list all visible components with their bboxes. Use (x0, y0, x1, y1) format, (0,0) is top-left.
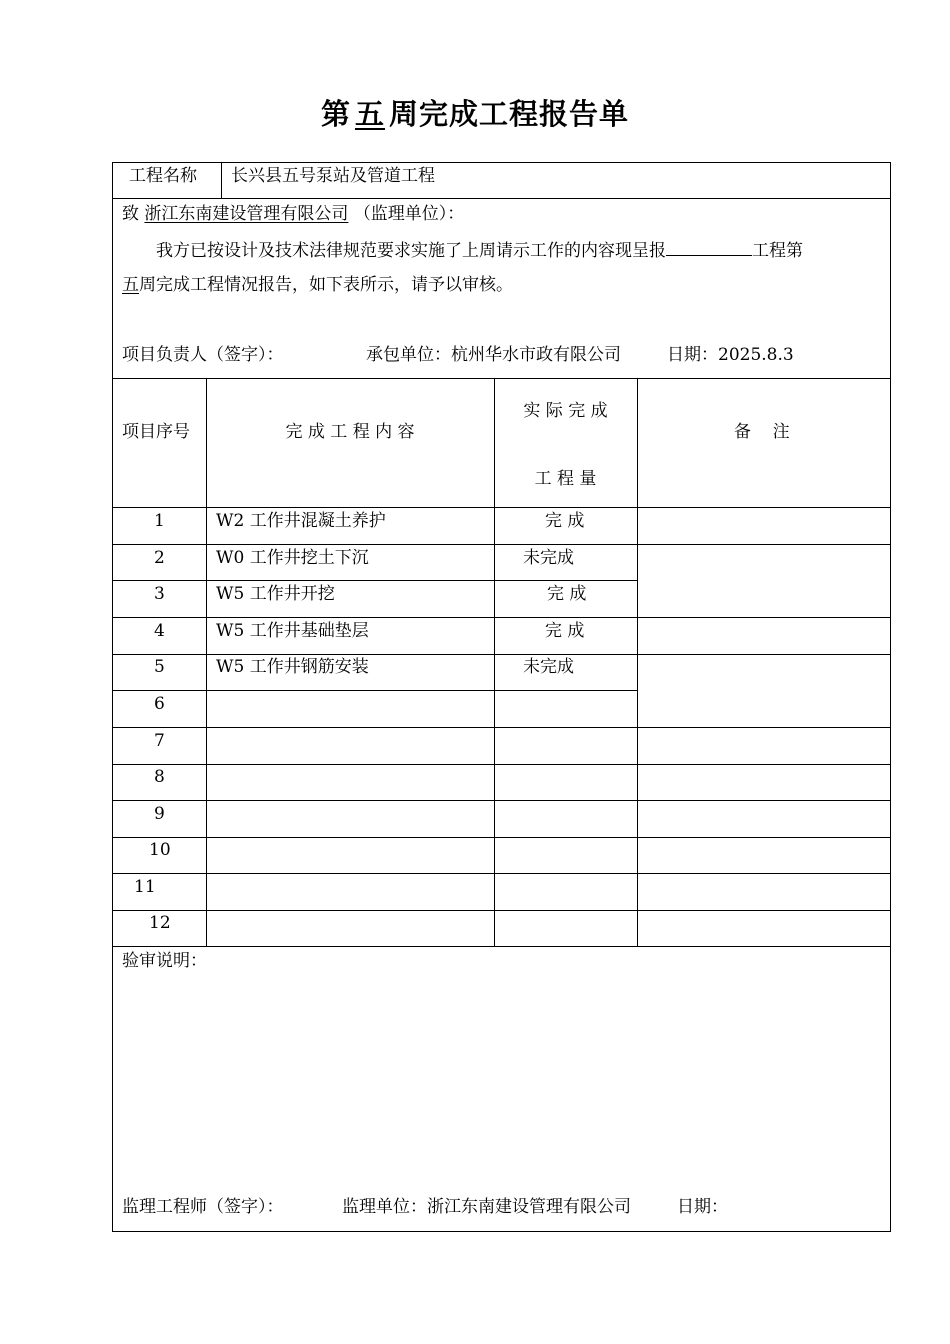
header-qty-line-2: 工 程 量 (534, 469, 597, 489)
row-content: W5 工作井开挖 (216, 584, 335, 604)
row-border-11 (112, 910, 891, 911)
row-seq: 7 (154, 731, 165, 751)
body-line-2-rest: 周完成工程情况报告，如下表所示，请予以审核。 (139, 275, 513, 295)
row-qty: 未完成 (523, 548, 574, 568)
row-border-4 (112, 654, 891, 655)
row-content: W0 工作井挖土下沉 (216, 548, 369, 568)
row-border-8 (112, 800, 891, 801)
body-week-number: 五 (122, 275, 139, 295)
body-line-2 (122, 275, 513, 295)
row-seq: 12 (149, 913, 171, 933)
row-seq: 1 (154, 511, 165, 531)
row-seq: 2 (154, 548, 165, 568)
project-blank-field (666, 238, 752, 256)
review-label: 验审说明： (122, 951, 207, 971)
header-qty-line-1: 实 际 完 成 (523, 401, 608, 421)
body-line-1 (156, 238, 803, 261)
row-border-2 (112, 580, 637, 581)
supervisor-unit-label: 监理单位：浙江东南建设管理有限公司 (342, 1197, 631, 1217)
row-border-1 (112, 544, 891, 545)
row-content: W2 工作井混凝土养护 (216, 511, 386, 531)
row-border-6 (112, 727, 891, 728)
col-divider-content (494, 378, 495, 947)
contractor-unit-label: 承包单位：杭州华水市政有限公司 (366, 345, 621, 365)
row-seq: 3 (154, 584, 165, 604)
table-bottom-border (112, 946, 891, 947)
row-content: W5 工作井钢筋安装 (216, 657, 369, 677)
row-qty: 未完成 (523, 657, 574, 677)
row-qty: 完 成 (545, 511, 585, 531)
title-week-number: 五 (354, 97, 385, 131)
header-seq: 项目序号 (122, 422, 190, 442)
row-content: W5 工作井基础垫层 (216, 621, 369, 641)
project-name-divider (221, 162, 222, 198)
address-line (122, 204, 464, 224)
address-suffix: （监理单位）： (353, 204, 465, 224)
row-seq: 6 (154, 694, 165, 714)
row-border-9 (112, 837, 891, 838)
project-row-bottom-border (112, 198, 891, 199)
title-suffix: 周完成工程报告单 (389, 97, 630, 131)
row-qty: 完 成 (545, 621, 585, 641)
row-seq: 11 (134, 877, 156, 897)
project-manager-signature-label: 项目负责人（签字）： (122, 345, 284, 365)
header-remark: 备 注 (734, 422, 790, 442)
contractor-date-label: 日期：2025.8.3 (667, 345, 794, 365)
row-seq: 4 (154, 621, 165, 641)
body-line-1-end: 工程第 (752, 241, 803, 261)
supervisor-date-label: 日期： (677, 1197, 728, 1217)
row-border-header (112, 507, 891, 508)
supervisor-engineer-signature-label: 监理工程师（签字）： (122, 1197, 284, 1217)
row-seq: 8 (154, 767, 165, 787)
table-top-border (112, 378, 891, 379)
body-line-1-text: 我方已按设计及技术法律规范要求实施了上周请示工作的内容现呈报 (156, 241, 666, 261)
row-seq: 10 (149, 840, 171, 860)
header-content: 完 成 工 程 内 容 (285, 422, 415, 442)
address-to-prefix: 致 (122, 204, 139, 224)
title-prefix: 第 (320, 97, 351, 131)
row-seq: 5 (154, 657, 165, 677)
report-form (112, 162, 891, 1232)
project-name-label: 工程名称 (129, 166, 197, 186)
supervisor-unit-name: 浙江东南建设管理有限公司 (144, 204, 349, 224)
row-border-7 (112, 764, 891, 765)
page-title (0, 92, 950, 133)
row-seq: 9 (154, 804, 165, 824)
row-border-10 (112, 873, 891, 874)
row-border-3 (112, 617, 891, 618)
project-name-value: 长兴县五号泵站及管道工程 (231, 166, 435, 186)
row-border-5 (112, 690, 637, 691)
row-qty: 完 成 (547, 584, 587, 604)
col-divider-qty (637, 378, 638, 947)
col-divider-seq (206, 378, 207, 947)
